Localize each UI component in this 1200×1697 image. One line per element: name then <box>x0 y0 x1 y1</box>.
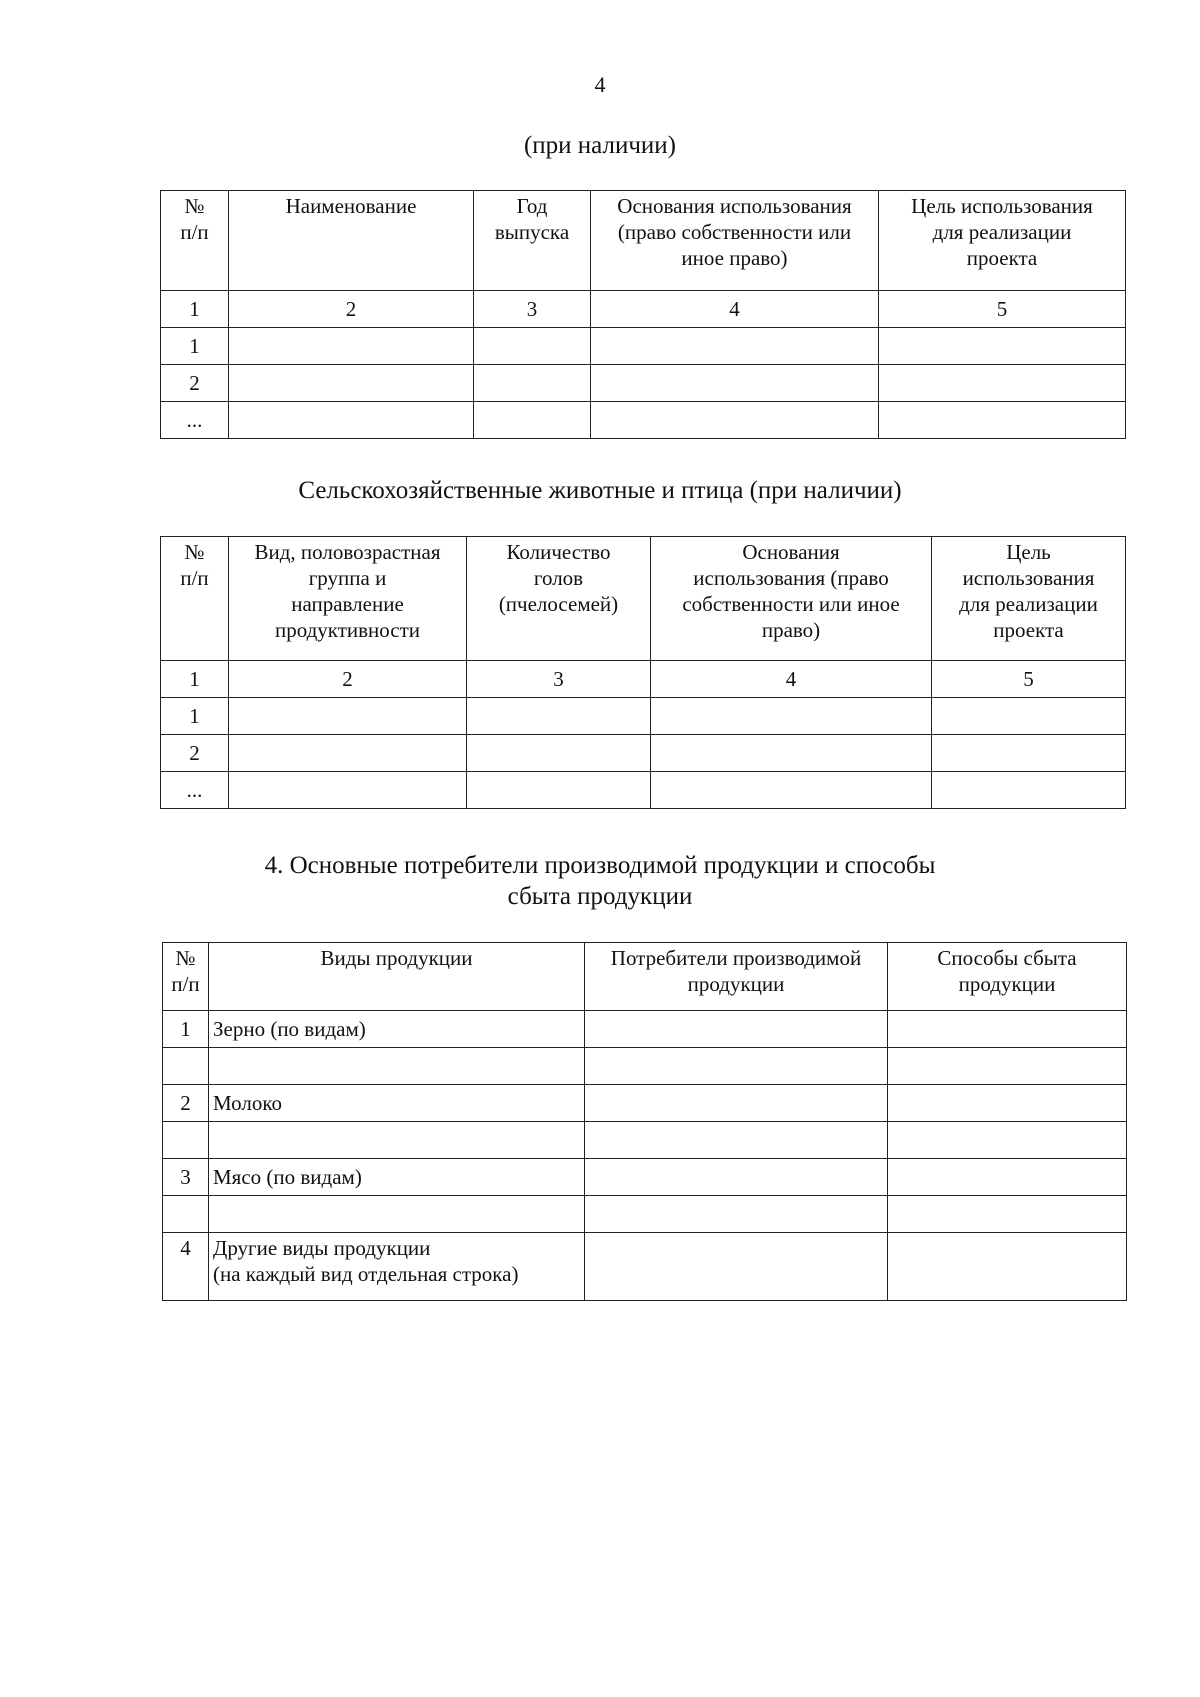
row-number: 1 <box>161 698 229 735</box>
row-number: ... <box>161 772 229 809</box>
table-row <box>163 1048 1127 1085</box>
empty-cell[interactable] <box>467 698 651 735</box>
empty-cell[interactable] <box>229 698 467 735</box>
empty-cell[interactable] <box>888 1122 1127 1159</box>
product-name: Другие виды продукции (на каждый вид отдельная строка) <box>209 1233 585 1301</box>
animals-heading: Сельскохозяйственные животные и птица (при наличии) <box>298 477 902 504</box>
row-number: 4 <box>163 1233 209 1301</box>
consumers-heading-line2: сбыта продукции <box>507 883 693 910</box>
row-number <box>163 1048 209 1085</box>
consumers-col-consumers: Потребители производимой продукции <box>585 943 888 1011</box>
table-row <box>161 735 1126 772</box>
equipment-col-year: Год выпуска <box>474 191 591 291</box>
animals-col-number: № п/п <box>161 537 229 661</box>
equipment-numbering-cell: 1 <box>161 291 229 328</box>
product-name <box>209 1196 585 1233</box>
animals-numbering-cell: 2 <box>229 661 467 698</box>
animals-col-count: Количество голов (пчелосемей) <box>467 537 651 661</box>
product-name: Молоко <box>209 1085 585 1122</box>
empty-cell[interactable] <box>879 402 1126 439</box>
product-name <box>209 1122 585 1159</box>
empty-cell[interactable] <box>879 365 1126 402</box>
empty-cell[interactable] <box>474 328 591 365</box>
equipment-numbering-row <box>161 291 1126 328</box>
empty-cell[interactable] <box>932 735 1126 772</box>
empty-cell[interactable] <box>888 1159 1127 1196</box>
equipment-numbering-cell: 4 <box>591 291 879 328</box>
empty-cell[interactable] <box>474 402 591 439</box>
row-number <box>163 1196 209 1233</box>
consumers-table <box>162 942 1127 1301</box>
table-row <box>161 365 1126 402</box>
equipment-col-name: Наименование <box>229 191 474 291</box>
row-number: 1 <box>161 328 229 365</box>
product-name: Зерно (по видам) <box>209 1011 585 1048</box>
empty-cell[interactable] <box>932 772 1126 809</box>
row-number: 2 <box>163 1085 209 1122</box>
empty-cell[interactable] <box>888 1233 1127 1301</box>
empty-cell[interactable] <box>879 328 1126 365</box>
table-row <box>161 328 1126 365</box>
empty-cell[interactable] <box>585 1196 888 1233</box>
equipment-col-basis: Основания использования (право собственности или иное право) <box>591 191 879 291</box>
empty-cell[interactable] <box>229 735 467 772</box>
empty-cell[interactable] <box>229 402 474 439</box>
table-row <box>163 1122 1127 1159</box>
equipment-heading: (при наличии) <box>523 132 677 159</box>
empty-cell[interactable] <box>229 328 474 365</box>
empty-cell[interactable] <box>585 1048 888 1085</box>
animals-col-kind: Вид, половозрастная группа и направление продуктивности <box>229 537 467 661</box>
consumers-heading-line1: 4. Основные потребители производимой продукции и способы <box>264 852 936 879</box>
equipment-col-purpose: Цель использования для реализации проекта <box>879 191 1126 291</box>
animals-numbering-row <box>161 661 1126 698</box>
row-number: 2 <box>161 735 229 772</box>
row-number: 3 <box>163 1159 209 1196</box>
empty-cell[interactable] <box>467 772 651 809</box>
table-row <box>161 772 1126 809</box>
empty-cell[interactable] <box>651 698 932 735</box>
table-row <box>163 1085 1127 1122</box>
product-name <box>209 1048 585 1085</box>
equipment-numbering-cell: 3 <box>474 291 591 328</box>
product-name: Мясо (по видам) <box>209 1159 585 1196</box>
empty-cell[interactable] <box>888 1011 1127 1048</box>
empty-cell[interactable] <box>651 772 932 809</box>
row-number: ... <box>161 402 229 439</box>
empty-cell[interactable] <box>474 365 591 402</box>
empty-cell[interactable] <box>585 1085 888 1122</box>
empty-cell[interactable] <box>591 328 879 365</box>
empty-cell[interactable] <box>229 365 474 402</box>
animals-numbering-cell: 5 <box>932 661 1126 698</box>
row-number: 2 <box>161 365 229 402</box>
row-number <box>163 1122 209 1159</box>
table-row <box>163 1011 1127 1048</box>
table-row <box>163 1159 1127 1196</box>
animals-table <box>160 536 1126 809</box>
empty-cell[interactable] <box>585 1159 888 1196</box>
table-row <box>161 698 1126 735</box>
consumers-col-number: № п/п <box>163 943 209 1011</box>
empty-cell[interactable] <box>591 402 879 439</box>
animals-col-purpose: Цель использования для реализации проекта <box>932 537 1126 661</box>
table-row <box>161 402 1126 439</box>
empty-cell[interactable] <box>888 1048 1127 1085</box>
animals-numbering-cell: 4 <box>651 661 932 698</box>
animals-numbering-cell: 3 <box>467 661 651 698</box>
consumers-col-product: Виды продукции <box>209 943 585 1011</box>
row-number: 1 <box>163 1011 209 1048</box>
table-row <box>163 1196 1127 1233</box>
empty-cell[interactable] <box>585 1011 888 1048</box>
empty-cell[interactable] <box>585 1122 888 1159</box>
empty-cell[interactable] <box>585 1233 888 1301</box>
empty-cell[interactable] <box>229 772 467 809</box>
page-number: 4 <box>594 72 606 97</box>
empty-cell[interactable] <box>932 698 1126 735</box>
equipment-col-number: № п/п <box>161 191 229 291</box>
empty-cell[interactable] <box>888 1196 1127 1233</box>
table-row <box>163 1233 1127 1301</box>
empty-cell[interactable] <box>651 735 932 772</box>
animals-numbering-cell: 1 <box>161 661 229 698</box>
animals-col-basis: Основания использования (право собственности или иное право) <box>651 537 932 661</box>
equipment-numbering-cell: 2 <box>229 291 474 328</box>
equipment-table <box>160 190 1126 439</box>
equipment-numbering-cell: 5 <box>879 291 1126 328</box>
consumers-col-sales: Способы сбыта продукции <box>888 943 1127 1011</box>
empty-cell[interactable] <box>888 1085 1127 1122</box>
empty-cell[interactable] <box>467 735 651 772</box>
empty-cell[interactable] <box>591 365 879 402</box>
